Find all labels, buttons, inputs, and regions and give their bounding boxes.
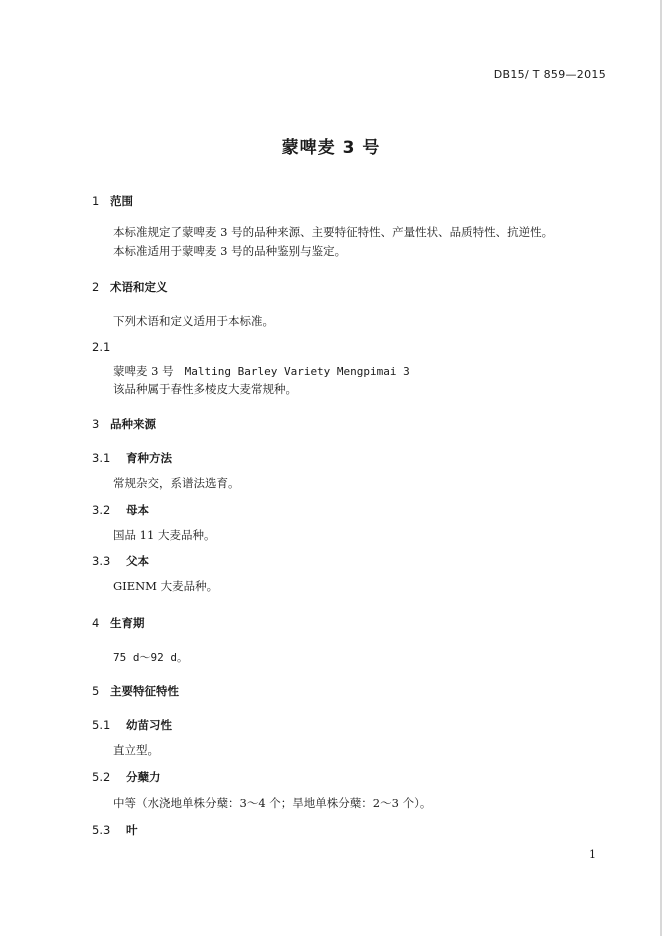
subsection-title: 母本 [126, 503, 150, 517]
section-3-heading [92, 416, 156, 432]
document-title: 蒙啤麦 3 号 [281, 138, 381, 158]
scope-paragraph-2: 本标准适用于蒙啤麦 3 号的品种鉴别与鉴定。 [113, 244, 347, 258]
section-title: 术语和定义 [110, 280, 168, 294]
term-english: Malting Barley Variety Mengpimai 3 [184, 365, 410, 378]
page-number: 1 [589, 848, 596, 861]
subsection-2-1-number [92, 340, 110, 354]
term-definition: 该品种属于春性多棱皮大麦常规种。 [113, 382, 297, 396]
subsection-5-3-heading [92, 822, 138, 838]
subsection-number: 5.3 [92, 823, 111, 837]
subsection-title: 父本 [126, 554, 150, 568]
section-number: 3 [92, 417, 100, 431]
subsection-title: 育种方法 [126, 451, 173, 465]
section-title: 生育期 [110, 616, 145, 630]
female-parent-text: 国品 11 大麦品种。 [113, 528, 216, 542]
section-title: 范围 [110, 194, 134, 208]
section-number: 2 [92, 280, 100, 294]
subsection-number: 3.3 [92, 554, 111, 568]
subsection-3-3-heading [92, 553, 149, 569]
term-chinese: 蒙啤麦 3 号 [113, 364, 174, 378]
section-number: 5 [92, 684, 100, 698]
subsection-number: 5.2 [92, 770, 111, 784]
subsection-5-2-heading [92, 769, 161, 785]
section-title: 品种来源 [110, 417, 157, 431]
tillering-text: 中等（水浇地单株分蘖：3～4 个；旱地单株分蘖：2～3 个）。 [113, 796, 432, 810]
subsection-title: 叶 [126, 823, 138, 837]
growth-period-text: 75 d～92 d。 [113, 651, 188, 664]
breeding-method-text: 常规杂交，系谱法选育。 [113, 476, 240, 490]
section-number: 4 [92, 616, 100, 630]
subsection-number: 5.1 [92, 718, 111, 732]
section-5-heading [92, 683, 179, 699]
section-2-heading [92, 279, 168, 295]
section-4-heading [92, 615, 145, 631]
scope-paragraph-1: 本标准规定了蒙啤麦 3 号的品种来源、主要特征特性、产量性状、品质特性、抗逆性。 [113, 225, 554, 239]
section-1-heading [92, 193, 133, 209]
seedling-habit-text: 直立型。 [113, 743, 159, 757]
terms-intro: 下列术语和定义适用于本标准。 [113, 314, 274, 328]
section-number: 1 [92, 194, 100, 208]
subsection-title: 分蘖力 [126, 770, 161, 784]
subsection-3-1-heading [92, 450, 172, 466]
male-parent-text: GIENM 大麦品种。 [113, 579, 219, 593]
standard-code: DB15/ T 859—2015 [493, 68, 606, 81]
subsection-number: 2.1 [92, 340, 111, 354]
subsection-number: 3.2 [92, 503, 111, 517]
subsection-title: 幼苗习性 [126, 718, 173, 732]
term-line [113, 363, 410, 379]
subsection-number: 3.1 [92, 451, 111, 465]
subsection-3-2-heading [92, 502, 149, 518]
subsection-5-1-heading [92, 717, 172, 733]
section-title: 主要特征特性 [110, 684, 180, 698]
